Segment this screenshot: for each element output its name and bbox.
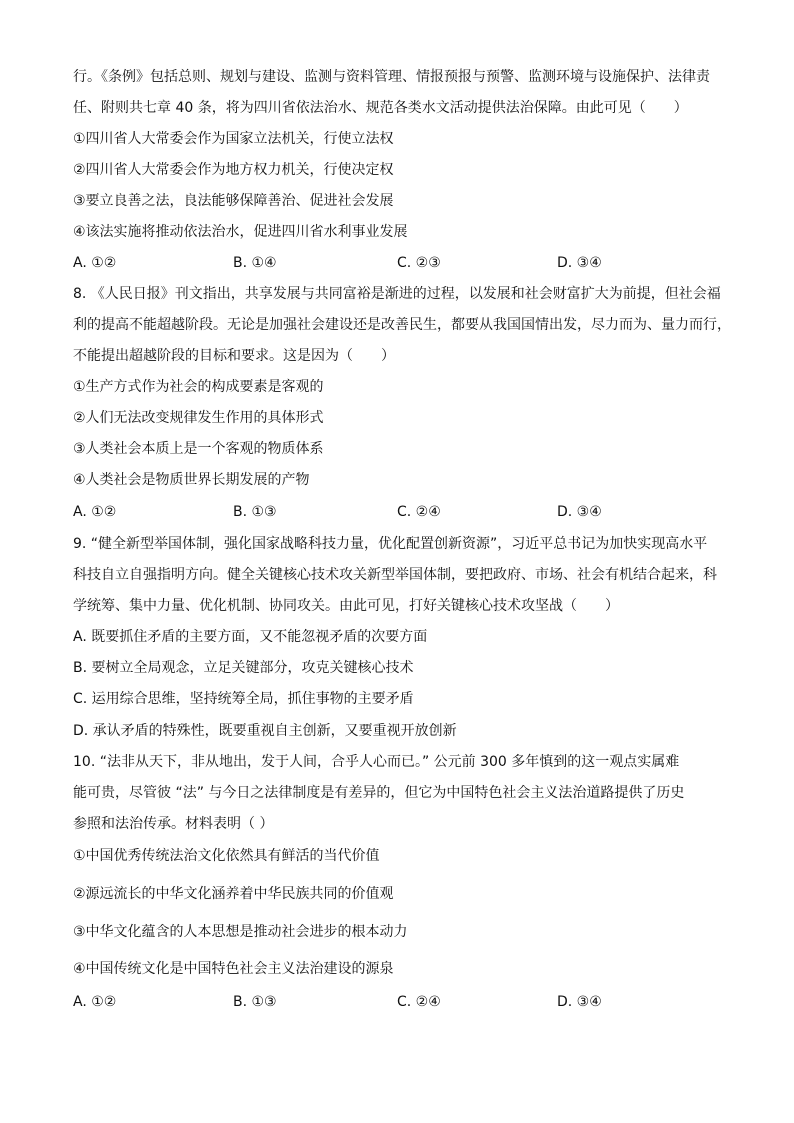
answer-option: B. ①③ bbox=[233, 504, 277, 520]
question-statement: ③中华文化蕴含的人本思想是推动社会进步的根本动力 bbox=[73, 924, 408, 940]
question-statement: C. 运用综合思维，坚持统筹全局，抓住事物的主要矛盾 bbox=[73, 691, 414, 707]
answer-option: D. ③④ bbox=[557, 255, 602, 271]
question-statement: ②源远流长的中华文化涵养着中华民族共同的价值观 bbox=[73, 886, 394, 902]
answer-option: C. ②④ bbox=[397, 994, 441, 1010]
question-statement: ①生产方式作为社会的构成要素是客观的 bbox=[73, 379, 324, 395]
question-stem-line: 8. 《人民日报》刊文指出，共享发展与共同富裕是渐进的过程，以发展和社会财富扩大为前提，但社会福 bbox=[73, 286, 721, 302]
question-stem-line: 任、附则共七章 40 条，将为四川省依法治水、规范各类水文活动提供法治保障。由此可见（ ） bbox=[73, 100, 688, 116]
answer-option: D. ③④ bbox=[557, 994, 602, 1010]
question-statement: ④中国传统文化是中国特色社会主义法治建设的源泉 bbox=[73, 961, 394, 977]
question-statement: ①四川省人大常委会作为国家立法机关，行使立法权 bbox=[73, 131, 394, 147]
question-stem-line: 科技自立自强指明方向。健全关键核心技术攻关新型举国体制，要把政府、市场、社会有机结合起来，科 bbox=[73, 567, 717, 583]
question-stem-line: 10. “法非从天下，非从地出，发于人间，合乎人心而已。” 公元前 300 多年慎到的这一观点实属难 bbox=[73, 754, 680, 770]
question-statement: ④人类社会是物质世界长期发展的产物 bbox=[73, 472, 310, 488]
question-statement: D. 承认矛盾的特殊性，既要重视自主创新，又要重视开放创新 bbox=[73, 723, 457, 739]
question-statement: ③人类社会本质上是一个客观的物质体系 bbox=[73, 441, 324, 457]
question-stem-line: 能可贵，尽管彼 “法” 与今日之法律制度是有差异的，但它为中国特色社会主义法治道路提供了历史 bbox=[73, 785, 685, 801]
question-stem-line: 行。《条例》包括总则、规划与建设、监测与资料管理、情报预报与预警、监测环境与设施保护、法律责 bbox=[73, 69, 710, 85]
question-statement: ②人们无法改变规律发生作用的具体形式 bbox=[73, 410, 324, 426]
answer-option: B. ①③ bbox=[233, 994, 277, 1010]
answer-option: B. ①④ bbox=[233, 255, 277, 271]
question-statement: ②四川省人大常委会作为地方权力机关，行使决定权 bbox=[73, 162, 394, 178]
question-stem-line: 9. “健全新型举国体制，强化国家战略科技力量，优化配置创新资源”，习近平总书记为加快实现高水平 bbox=[73, 536, 708, 552]
answer-option: C. ②④ bbox=[397, 504, 441, 520]
question-stem-line: 不能提出超越阶段的目标和要求。这是因为（ ） bbox=[73, 348, 395, 364]
question-statement: ④该法实施将推动依法治水，促进四川省水利事业发展 bbox=[73, 224, 408, 240]
answer-option: A. ①② bbox=[73, 504, 117, 520]
answer-option: A. ①② bbox=[73, 994, 117, 1010]
answer-option: D. ③④ bbox=[557, 504, 602, 520]
question-statement: A. 既要抓住矛盾的主要方面，又不能忽视矛盾的次要方面 bbox=[73, 629, 428, 645]
question-stem-line: 参照和法治传承。材料表明（ ） bbox=[73, 816, 274, 832]
question-statement: B. 要树立全局观念，立足关键部分，攻克关键核心技术 bbox=[73, 660, 414, 676]
question-stem-line: 利的提高不能超越阶段。无论是加强社会建设还是改善民生，都要从我国国情出发，尽力而为、量力而行， bbox=[73, 317, 731, 333]
answer-option: A. ①② bbox=[73, 255, 117, 271]
question-statement: ①中国优秀传统法治文化依然具有鲜活的当代价值 bbox=[73, 848, 380, 864]
question-statement: ③要立良善之法，良法能够保障善治、促进社会发展 bbox=[73, 193, 394, 209]
answer-option: C. ②③ bbox=[397, 255, 441, 271]
question-stem-line: 学统筹、集中力量、优化机制、协同攻关。由此可见，打好关键核心技术攻坚战（ ） bbox=[73, 598, 619, 614]
